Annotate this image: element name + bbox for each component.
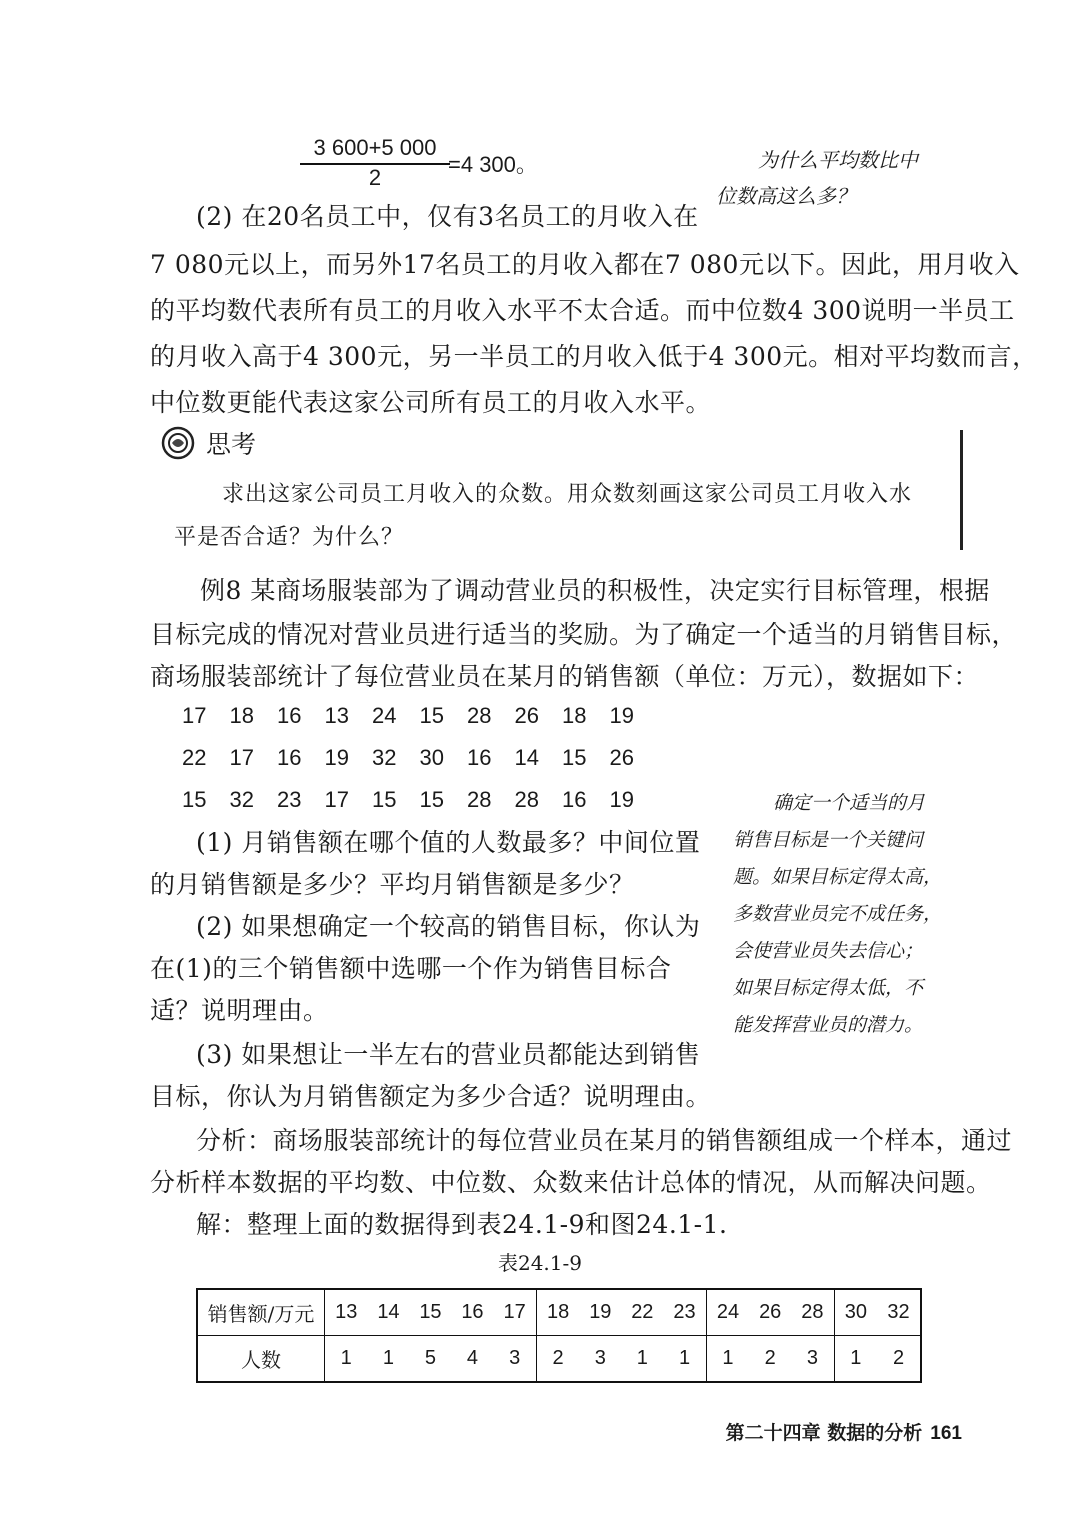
side-note-line: 题。如果目标定得太高， [733, 866, 943, 888]
example-line3: 商场服装部统计了每位营业员在某月的销售额（单位：万元），数据如下： [150, 662, 980, 691]
data-cell: 19 [609, 703, 634, 728]
data-cell: 17 [324, 787, 349, 812]
data-cell: 16 [467, 745, 492, 770]
side-note-line: 会使营业员失去信心； [733, 940, 924, 962]
data-cell: 15 [562, 745, 587, 770]
chapter-title: 第二十四章 数据的分析 [725, 1422, 923, 1444]
table-cell: 1 [722, 1347, 734, 1369]
table-cell: 5 [424, 1347, 436, 1369]
side-note-line: 确定一个适当的月 [773, 792, 926, 814]
side-note-line: 多数营业员完不成任务， [733, 903, 943, 925]
question-line: (2) 如果想确定一个较高的销售目标，你认为 [196, 912, 701, 941]
think-line2: 平是否合适？为什么？ [174, 525, 405, 550]
think-divider [960, 430, 963, 550]
side-note [733, 785, 973, 1044]
data-cell: 19 [324, 745, 349, 770]
table-cell: 14 [367, 1289, 409, 1336]
think-title: 思考 [206, 430, 257, 459]
example-line2: 目标完成的情况对营业员进行适当的奖励。为了确定一个适当的月销售目标， [150, 620, 1018, 649]
table-cell: 1 [663, 1336, 706, 1383]
question-line: 目标，你认为月销售额定为多少合适？说明理由。 [150, 1082, 712, 1111]
table-cell: 28 [791, 1289, 834, 1336]
sales-data-grid [182, 695, 657, 821]
table-cell: 1 [850, 1347, 862, 1369]
question-line: 的月销售额是多少？平均月销售额是多少？ [150, 870, 635, 899]
data-cell: 32 [229, 787, 254, 812]
table-cell: 1 [340, 1347, 352, 1369]
sales-frequency-table [196, 1288, 922, 1383]
table-cell: 18 [536, 1289, 579, 1336]
data-cell: 18 [562, 703, 587, 728]
table-cell: 3 [594, 1347, 606, 1369]
fraction-result: =4 300。 [448, 152, 538, 177]
data-row [182, 737, 657, 779]
table-cell: 17 [493, 1289, 536, 1336]
data-cell: 28 [467, 703, 492, 728]
data-cell: 15 [182, 787, 207, 812]
page-footer [726, 1418, 962, 1445]
data-cell: 15 [372, 787, 397, 812]
question-line: 在(1)的三个销售额中选哪一个作为销售目标合 [150, 954, 672, 983]
para2-line3: 的平均数代表所有员工的月收入水平不太合适。而中位数4 300说明一半员工 [150, 296, 1015, 325]
margin-note-line2: 位数高这么多？ [716, 184, 856, 208]
fraction-denominator: 2 [368, 165, 382, 190]
think-line1: 求出这家公司员工月收入的众数。用众数刻画这家公司员工月收入水 [222, 482, 913, 507]
table-cell: 22 [621, 1289, 663, 1336]
table-cell: 24 [706, 1289, 749, 1336]
data-cell: 30 [419, 745, 444, 770]
data-row [182, 695, 657, 737]
think-header [160, 425, 256, 461]
data-cell: 16 [277, 703, 302, 728]
table-cell: 30 [834, 1289, 877, 1336]
table-cell: 19 [579, 1289, 621, 1336]
data-cell: 26 [514, 703, 539, 728]
table-cell: 2 [552, 1347, 564, 1369]
data-row [182, 779, 657, 821]
data-cell: 28 [467, 787, 492, 812]
table-cell: 2 [764, 1347, 776, 1369]
table-cell: 4 [466, 1347, 478, 1369]
side-note-line: 如果目标定得太低，不 [733, 977, 924, 999]
data-cell: 17 [229, 745, 254, 770]
fraction [300, 135, 450, 191]
margin-note-line1: 为什么平均数比中 [758, 148, 918, 172]
side-note-line: 销售目标是一个关键问 [733, 829, 924, 851]
table-cell: 32 [877, 1289, 921, 1336]
table-cell: 1 [382, 1347, 394, 1369]
page-number: 161 [930, 1423, 962, 1444]
table-cell: 26 [749, 1289, 791, 1336]
table-cell: 23 [663, 1289, 706, 1336]
data-cell: 26 [609, 745, 634, 770]
data-cell: 16 [277, 745, 302, 770]
data-cell: 32 [372, 745, 397, 770]
question-line: (3) 如果想让一半左右的营业员都能达到销售 [196, 1040, 701, 1069]
table-cell: 16 [451, 1289, 493, 1336]
table-header-count: 人数 [197, 1336, 325, 1383]
side-note-line: 能发挥营业员的潜力。 [733, 1014, 924, 1036]
table-title: 表24.1-9 [497, 1251, 582, 1275]
think-icon [160, 425, 196, 461]
data-cell: 28 [514, 787, 539, 812]
para2-line5: 中位数更能代表这家公司所有员工的月收入水平。 [150, 388, 712, 417]
solution-line: 解：整理上面的数据得到表24.1-9和图24.1-1. [196, 1210, 728, 1239]
question-line: 适？说明理由。 [150, 996, 329, 1025]
table-row [197, 1289, 921, 1336]
example-line1: 例8 某商场服装部为了调动营业员的积极性，决定实行目标管理，根据 [200, 576, 990, 605]
table-row [197, 1336, 921, 1383]
para2-line2: 7 080元以上，而另外17名员工的月收入都在7 080元以下。因此，用月收入 [150, 250, 1020, 279]
table-cell: 1 [636, 1347, 648, 1369]
data-cell: 17 [182, 703, 207, 728]
table-cell: 15 [409, 1289, 451, 1336]
data-cell: 24 [372, 703, 397, 728]
question-line: (1) 月销售额在哪个值的人数最多？中间位置 [196, 828, 701, 857]
para2-line1: (2) 在20名员工中，仅有3名员工的月收入在 [196, 202, 699, 231]
data-cell: 19 [609, 787, 634, 812]
table-cell: 13 [325, 1289, 368, 1336]
data-cell: 16 [562, 787, 587, 812]
table-cell: 3 [493, 1336, 536, 1383]
data-cell: 14 [514, 745, 539, 770]
table-cell: 3 [791, 1336, 834, 1383]
analysis-line2: 分析样本数据的平均数、中位数、众数来估计总体的情况，从而解决问题。 [150, 1168, 992, 1197]
data-cell: 15 [419, 703, 444, 728]
table-cell: 2 [892, 1347, 905, 1369]
data-cell: 23 [277, 787, 302, 812]
table-header-amount: 销售额/万元 [197, 1289, 325, 1336]
data-cell: 22 [182, 745, 207, 770]
data-cell: 13 [324, 703, 349, 728]
data-cell: 15 [419, 787, 444, 812]
analysis-line1: 分析：商场服装部统计的每位营业员在某月的销售额组成一个样本，通过 [196, 1126, 1013, 1155]
para2-line4: 的月收入高于4 300元，另一半员工的月收入低于4 300元。相对平均数而言， [150, 342, 1038, 371]
data-cell: 18 [229, 703, 254, 728]
fraction-numerator: 3 600+5 000 [300, 135, 450, 165]
